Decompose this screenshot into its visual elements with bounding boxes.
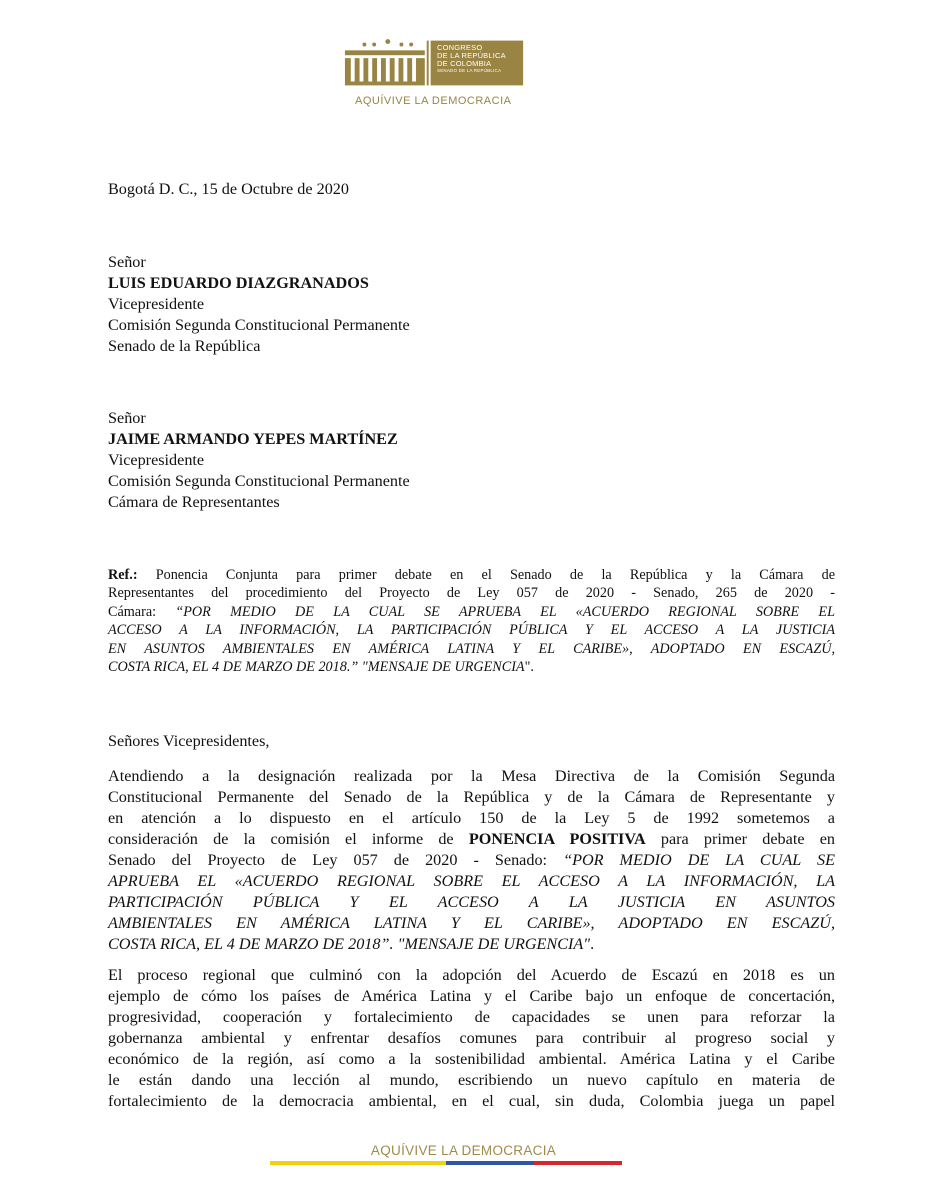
para-title: COSTA RICA, EL 4 DE MARZO DE 2018”. "MENSAJE DE URGENCIA" — [108, 935, 591, 953]
para-line: económico de la región, así como a la sostenibilidad ambiental. América Latina y el Caribe — [108, 1050, 835, 1068]
letter-date: Bogotá D. C., 15 de Octubre de 2020 — [108, 180, 349, 198]
reference-block — [108, 566, 835, 676]
letterhead — [343, 38, 533, 118]
recipient-commission: Comisión Segunda Constitucional Permanente — [108, 316, 410, 334]
flag-yellow — [270, 1161, 446, 1165]
para-line: le están dando una lección al mundo, escribiendo un nuevo capítulo en materia de — [108, 1071, 835, 1089]
para-emphasis: PONENCIA POSITIVA — [468, 830, 646, 848]
paragraph-1 — [108, 766, 835, 955]
recipient-chamber: Cámara de Representantes — [108, 493, 280, 511]
header-slogan: AQUÍVIVE LA DEMOCRACIA — [355, 95, 512, 107]
ref-text: ". — [524, 659, 534, 676]
ref-line: ACCESO A LA INFORMACIÓN, LA PARTICIPACIÓN PÚBLICA Y EL ACCESO A LA JUSTICIA — [108, 622, 835, 639]
para-line: progresividad, cooperación y fortalecimiento de capacidades se unen para reforzar la — [108, 1008, 835, 1026]
ref-line — [108, 566, 835, 584]
para-text: Senado del Proyecto de Ley 057 de 2020 - Senado: — [108, 851, 564, 869]
recipient-commission: Comisión Segunda Constitucional Permanente — [108, 472, 410, 490]
para-line: El proceso regional que culminó con la adopción del Acuerdo de Escazú en 2018 es un — [108, 966, 835, 984]
para-line — [108, 934, 835, 955]
recipient-name: JAIME ARMANDO YEPES MARTÍNEZ — [108, 430, 398, 448]
para-text: para primer debate en — [645, 830, 835, 848]
flag-bar — [270, 1161, 622, 1165]
para-line — [108, 829, 835, 850]
para-line: fortalecimiento de la democracia ambiental, en el cual, sin duda, Colombia juega un papel — [108, 1092, 835, 1110]
para-line: AMBIENTALES EN AMÉRICA LATINA Y EL CARIBE», ADOPTADO EN ESCAZÚ, — [108, 914, 835, 932]
logo-line: DE LA REPÚBLICA — [437, 51, 506, 60]
logo-line: CONGRESO — [437, 43, 483, 52]
recipient-block-2 — [108, 408, 835, 513]
flag-blue — [446, 1161, 534, 1165]
salutation: Señor — [108, 253, 146, 271]
recipient-name: LUIS EDUARDO DIAZGRANADOS — [108, 274, 369, 292]
greeting: Señores Vicepresidentes, — [108, 732, 270, 750]
ref-line: EN ASUNTOS AMBIENTALES EN AMÉRICA LATINA Y EL CARIBE», ADOPTADO EN ESCAZÚ, — [108, 640, 835, 657]
recipient-role: Vicepresidente — [108, 451, 205, 469]
para-text: consideración de la comisión el informe de — [108, 830, 469, 848]
recipient-block-1 — [108, 252, 835, 357]
flag-red — [534, 1161, 622, 1165]
para-line: gobernanza ambiental y enfrentar desafíos comunes para contribuir al progreso social y — [108, 1029, 835, 1047]
recipient-role: Vicepresidente — [108, 295, 205, 313]
para-line: Atendiendo a la designación realizada por la Mesa Directiva de la Comisión Segunda — [108, 767, 835, 785]
ref-text: Cámara: — [108, 603, 176, 620]
ref-label: Ref.: — [108, 567, 138, 583]
ref-line — [108, 603, 835, 621]
para-line: Constitucional Permanente del Senado de la República y de la Cámara de Representante y — [108, 788, 835, 806]
recipient-chamber: Senado de la República — [108, 337, 261, 355]
logo-line: DE COLOMBIA — [437, 59, 492, 68]
paragraph-2 — [108, 965, 835, 1112]
para-line — [108, 850, 835, 871]
ref-title: “POR MEDIO DE LA CUAL SE APRUEBA EL «ACUERDO REGIONAL SOBRE EL — [175, 603, 835, 620]
para-line: en atención a lo dispuesto en el artículo 150 de la Ley 5 de 1992 sometemos a — [108, 809, 835, 827]
ref-line: Representantes del procedimiento del Proyecto de Ley 057 de 2020 - Senado, 265 de 2020 - — [108, 585, 835, 602]
footer-slogan: AQUÍVIVE LA DEMOCRACIA — [370, 1143, 557, 1158]
salutation: Señor — [108, 409, 146, 427]
ref-title: COSTA RICA, EL 4 DE MARZO DE 2018.” "MENSAJE DE URGENCIA — [108, 659, 525, 676]
ref-line — [108, 658, 835, 676]
ref-text: Ponencia Conjunta para primer debate en el Senado de la República y la Cámara de — [155, 567, 835, 583]
para-text: . — [590, 935, 595, 953]
para-line: APRUEBA EL «ACUERDO REGIONAL SOBRE EL ACCESO A LA INFORMACIÓN, LA — [108, 872, 835, 890]
para-line: ejemplo de cómo los países de América Latina y el Caribe bajo un enfoque de concertación, — [108, 987, 835, 1005]
para-line: PARTICIPACIÓN PÚBLICA Y EL ACCESO A LA JUSTICIA EN ASUNTOS — [108, 893, 835, 911]
logo-small-line: SENADO DE LA REPÚBLICA — [437, 68, 502, 73]
logo-text — [437, 44, 537, 74]
para-title: “POR MEDIO DE LA CUAL SE — [563, 851, 835, 869]
